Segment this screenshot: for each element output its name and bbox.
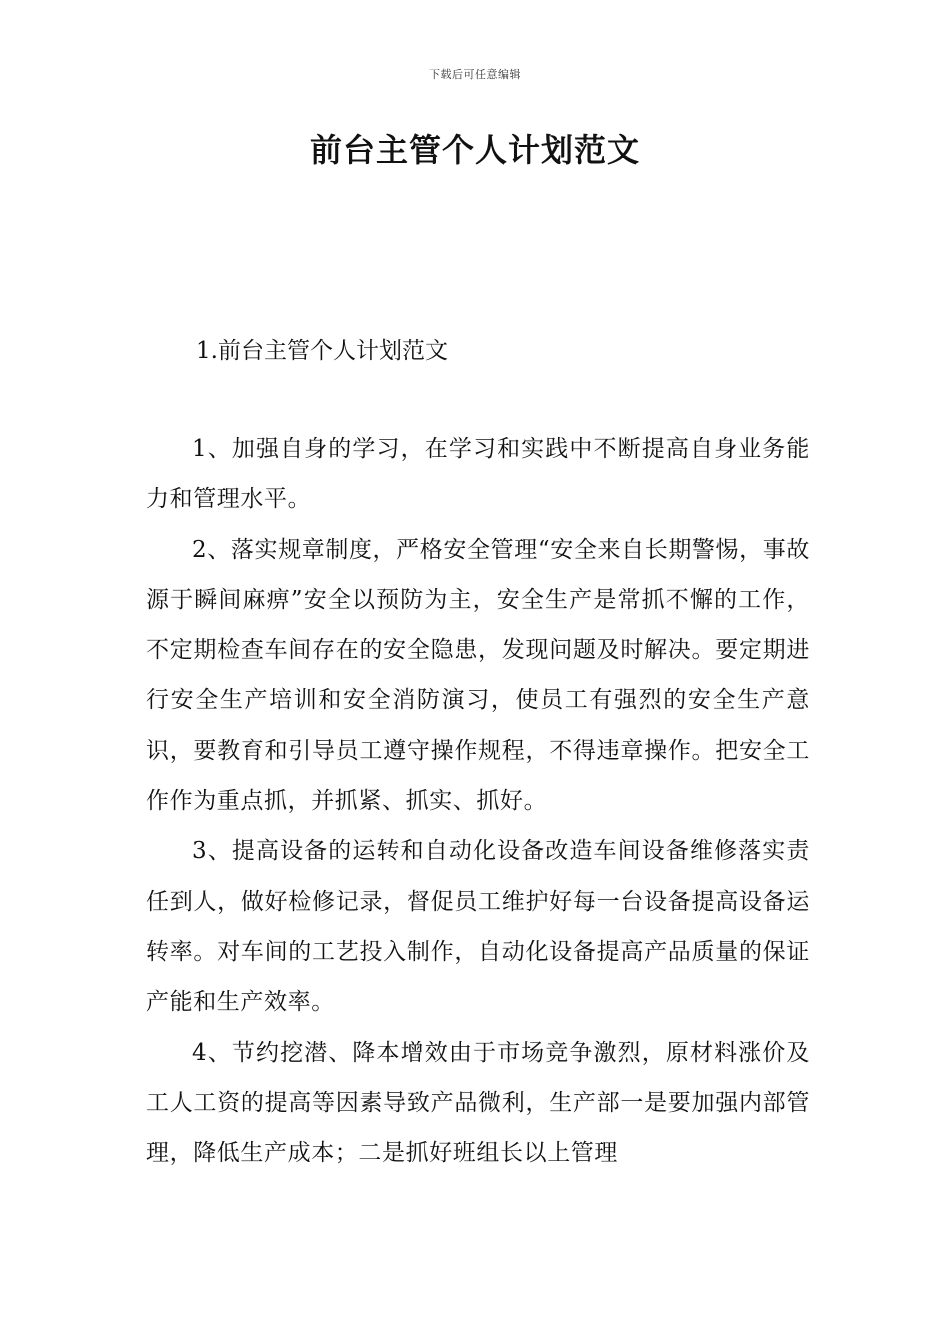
- document-body: [146, 424, 810, 1178]
- document-title: 前台主管个人计划范文: [309, 131, 640, 169]
- paragraph-4: 4、节约挖潜、降本增效由于市场竞争激烈，原材料涨价及工人工资的提高等因素导致产品微利，生产部一是要加强内部管理，降低生产成本；二是抓好班组长以上管理: [146, 1039, 810, 1167]
- page-header-note: 下载后可任意编辑: [429, 68, 521, 81]
- paragraph-2: 2、落实规章制度，严格安全管理“安全来自长期警惕，事故源于瞬间麻痹”安全以预防为主，安全生产是常抓不懈的工作，不定期检查车间存在的安全隐患，发现问题及时解决。要定期进行安全生产培训和安全消防演习，使员工有强烈的安全生产意识，要教育和引导员工遵守操作规程，不得违章操作。把安全工作作为重点抓，并抓紧、抓实、抓好。: [146, 536, 810, 815]
- paragraph-1: 1、加强自身的学习，在学习和实践中不断提高自身业务能力和管理水平。: [146, 436, 810, 513]
- paragraph-3: 3、提高设备的运转和自动化设备改造车间设备维修落实责任到人，做好检修记录，督促员工维护好每一台设备提高设备运转率。对车间的工艺投入制作，自动化设备提高产品质量的保证产能和生产效率。: [146, 838, 810, 1016]
- section-heading: 1.前台主管个人计划范文: [196, 338, 448, 364]
